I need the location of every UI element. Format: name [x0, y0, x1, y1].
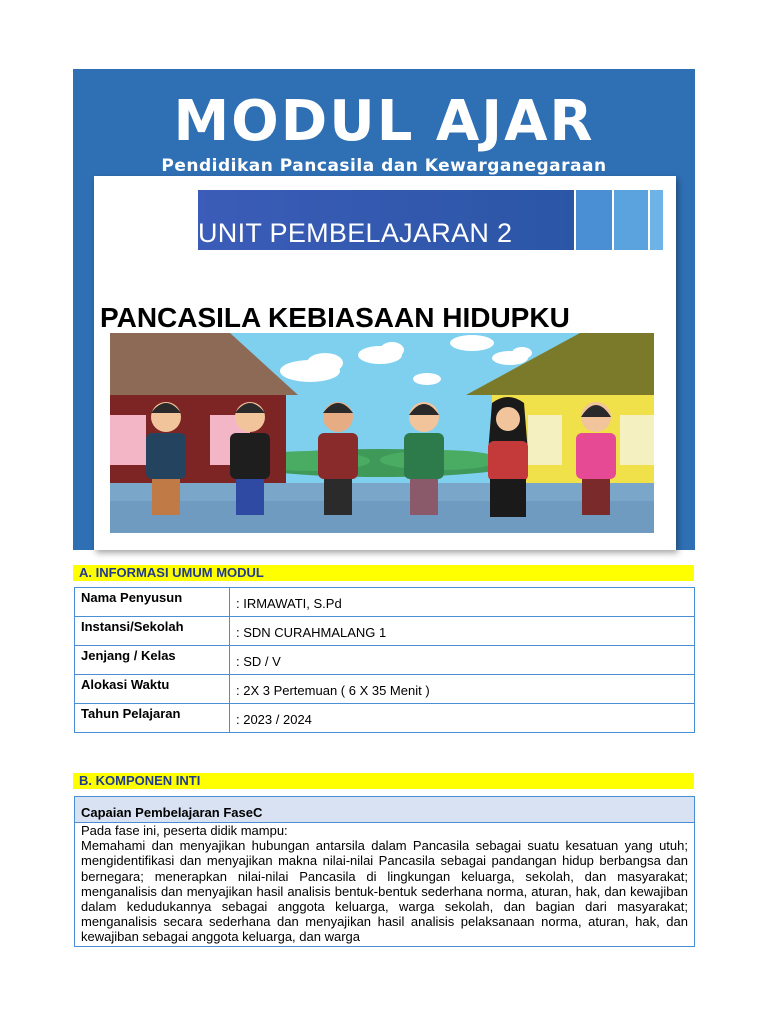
unit-title: UNIT PEMBELAJARAN 2: [198, 218, 513, 248]
learning-outcomes-box: [74, 796, 695, 947]
row-value: : 2X 3 Pertemuan ( 6 X 35 Menit ): [230, 675, 695, 704]
module-title: MODUL AJAR: [173, 89, 595, 154]
cover-card: [94, 176, 676, 550]
row-label: Instansi/Sekolah: [75, 617, 230, 646]
section-b-heading: B. KOMPONEN INTI: [73, 773, 694, 789]
unit-bar-blocks: [574, 190, 663, 250]
module-subtitle: Pendidikan Pancasila dan Kewarganegaraan: [161, 156, 607, 176]
table-row: [75, 675, 695, 704]
row-value: : SDN CURAHMALANG 1: [230, 617, 695, 646]
learning-outcomes-title: Capaian Pembelajaran FaseC: [75, 797, 694, 823]
table-row: [75, 588, 695, 617]
learning-outcomes-text: Memahami dan menyajikan hubungan antarsila dalam Pancasila sebagai suatu kesatuan yang utuh; mengidentifikasi dan menyajikan makna nilai-nilai Pancasila sebagai pandangan hidup berbangsa dan bernegara; menerapkan nilai-nilai Pancasila di lingkungan keluarga, sekolah, dan masyarakat; menganalisis dan menyajikan hasil analisis bentuk-bentuk sederhana norma, aturan, hak, dan kewajiban dalam kedudukannya sebagai anggota keluarga, warga sekolah, dan bagian dari masyarakat; menganalisis secara sederhana dan menyajikan hasil analisis pelaksanaan norma, aturan, hak, dan kewajiban sebagai anggota keluarga, dan warga: [81, 838, 688, 945]
learning-outcomes-body: [75, 823, 694, 945]
table-row: [75, 617, 695, 646]
row-value: : IRMAWATI, S.Pd: [230, 588, 695, 617]
learning-outcomes-intro: Pada fase ini, peserta didik mampu:: [81, 823, 288, 838]
section-a-heading: A. INFORMASI UMUM MODUL: [73, 565, 694, 581]
row-label: Tahun Pelajaran: [75, 704, 230, 733]
row-label: Nama Penyusun: [75, 588, 230, 617]
row-label: Alokasi Waktu: [75, 675, 230, 704]
children-illustration: [110, 333, 654, 533]
unit-bar: [198, 190, 574, 250]
module-info-table: [74, 587, 695, 733]
row-value: : SD / V: [230, 646, 695, 675]
table-row: [75, 646, 695, 675]
row-value: : 2023 / 2024: [230, 704, 695, 733]
row-label: Jenjang / Kelas: [75, 646, 230, 675]
topic-title: PANCASILA KEBIASAAN HIDUPKU: [100, 302, 570, 333]
table-row: [75, 704, 695, 733]
